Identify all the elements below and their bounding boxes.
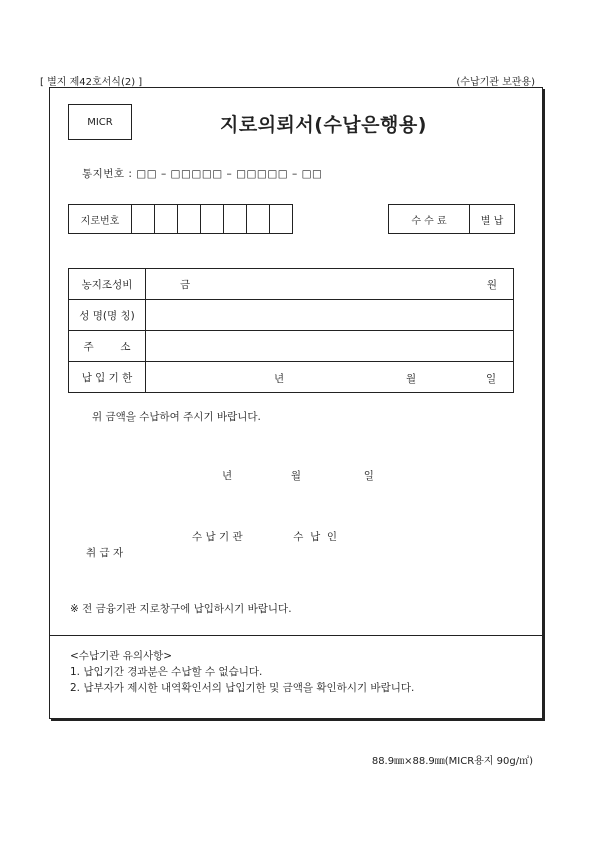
micr-label: MICR xyxy=(87,116,113,128)
date-line xyxy=(222,468,374,483)
date-year-unit: 년 xyxy=(222,470,233,482)
giro-digit-box[interactable] xyxy=(132,205,155,234)
amount-head: 농지조성비 xyxy=(69,269,146,300)
due-year-unit: 년 xyxy=(274,373,285,385)
giro-digit-box[interactable] xyxy=(178,205,201,234)
due-month-unit: 월 xyxy=(406,373,417,385)
caution-item: 2. 납부자가 제시한 내역확인서의 납입기한 및 금액을 확인하시기 바랍니다. xyxy=(70,682,415,694)
table-row xyxy=(69,362,514,393)
name-field[interactable] xyxy=(146,300,514,331)
amount-prefix: 금 xyxy=(180,278,191,291)
giro-digit-box[interactable] xyxy=(224,205,247,234)
due-date-field[interactable] xyxy=(146,362,514,393)
name-head: 성 명(명 칭) xyxy=(69,300,146,331)
giro-number-table xyxy=(68,204,293,234)
payment-table xyxy=(68,268,514,393)
date-month-unit: 월 xyxy=(290,470,301,482)
table-row xyxy=(69,300,514,331)
copy-label: (수납기관 보관용) xyxy=(456,77,535,88)
caution-item: 1. 납입기간 경과분은 수납할 수 없습니다. xyxy=(70,666,263,678)
giro-digit-box[interactable] xyxy=(247,205,270,234)
address-head: 주 소 xyxy=(69,331,146,362)
amount-unit: 원 xyxy=(486,278,497,291)
giro-digit-box[interactable] xyxy=(155,205,178,234)
date-day-unit: 일 xyxy=(363,470,374,482)
receiving-line xyxy=(192,529,337,544)
notice-number: 통지번호 : □□ – □□□□□ – □□□□□ – □□ xyxy=(82,168,323,180)
giro-number-label: 지로번호 xyxy=(69,205,132,234)
form-number-label: [ 별지 제42호서식(2) ] xyxy=(40,77,143,88)
due-date-head: 납 입 기 한 xyxy=(69,362,146,393)
table-row xyxy=(69,331,514,362)
bank-note: ※ 전 금융기관 지로창구에 납입하시기 바랍니다. xyxy=(70,603,292,615)
giro-digit-box[interactable] xyxy=(201,205,224,234)
due-day-unit: 일 xyxy=(486,373,497,385)
micr-box xyxy=(68,104,132,140)
receiving-institution: 수 납 기 관 xyxy=(192,531,243,543)
address-field[interactable] xyxy=(146,331,514,362)
paper-size-note: 88.9㎜×88.9㎜(MICR용지 90g/㎡) xyxy=(371,756,533,767)
caution-title: <수납기관 유의사항> xyxy=(70,650,173,662)
handler-label: 취 급 자 xyxy=(86,547,124,559)
giro-digit-box[interactable] xyxy=(270,205,293,234)
divider xyxy=(50,635,542,636)
request-sentence: 위 금액을 수납하여 주시기 바랍니다. xyxy=(92,411,261,423)
caution-block xyxy=(70,648,414,696)
page-title: 지로의뢰서(수납은행용) xyxy=(220,114,427,136)
receiver-label: 수 납 인 xyxy=(293,531,338,543)
fee-label: 수 수 료 xyxy=(389,205,470,234)
amount-field[interactable] xyxy=(146,269,514,300)
fee-value: 별 납 xyxy=(470,205,515,234)
table-row xyxy=(69,269,514,300)
fee-table xyxy=(388,204,515,234)
form-frame xyxy=(49,87,543,719)
